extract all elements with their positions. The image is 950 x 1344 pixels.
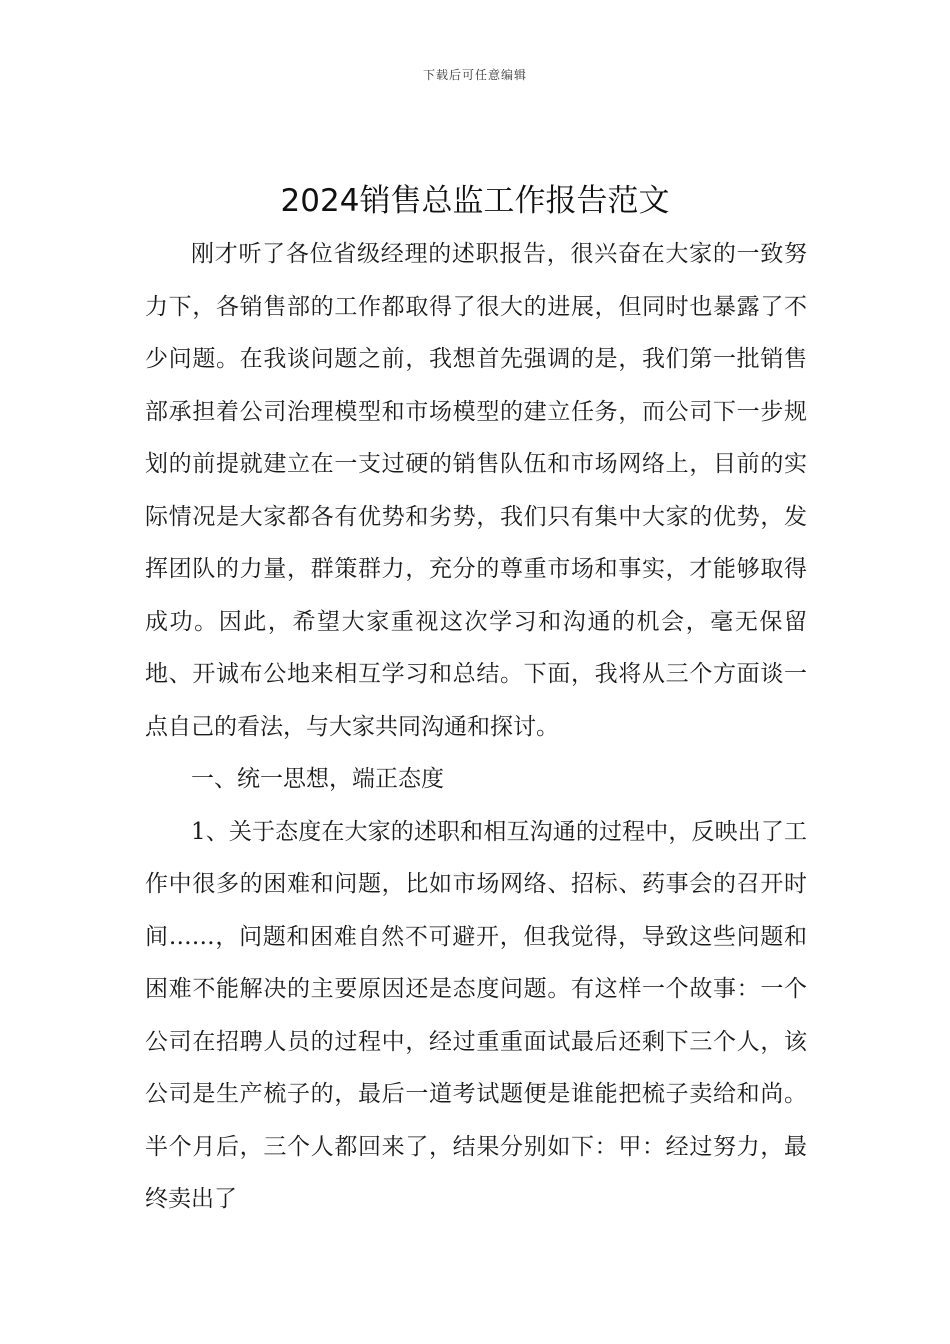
page-header-note: 下载后可任意编辑 <box>422 68 527 82</box>
document-title: 2024销售总监工作报告范文 <box>280 183 670 219</box>
document-body <box>145 228 807 1226</box>
section-heading: 一、统一思想，端正态度 <box>191 766 444 792</box>
paragraph-intro: 刚才听了各位省级经理的述职报告，很兴奋在大家的一致努力下，各销售部的工作都取得了很大的进展，但同时也暴露了不少问题。在我谈问题之前，我想首先强调的是，我们第一批销售部承担着公司治理模型和市场模型的建立任务，而公司下一步规划的前提就建立在一支过硬的销售队伍和市场网络上，目前的实际情况是大家都各有优势和劣势，我们只有集中大家的优势，发挥团队的力量，群策群力，充分的尊重市场和事实，才能够取得成功。因此，希望大家重视这次学习和沟通的机会，毫无保留地、开诚布公地来相互学习和总结。下面，我将从三个方面谈一点自己的看法，与大家共同沟通和探讨。 <box>145 241 807 740</box>
paragraph-attitude: 1、关于态度在大家的述职和相互沟通的过程中，反映出了工作中很多的困难和问题，比如市场网络、招标、药事会的召开时间……，问题和困难自然不可避开，但我觉得，导致这些问题和困难不能解决的主要原因还是态度问题。有这样一个故事：一个公司在招聘人员的过程中，经过重重面试最后还剩下三个人，该公司是生产梳子的，最后一道考试题便是谁能把梳子卖给和尚。半个月后，三个人都回来了，结果分别如下：甲：经过努力，最终卖出了 <box>145 818 807 1212</box>
